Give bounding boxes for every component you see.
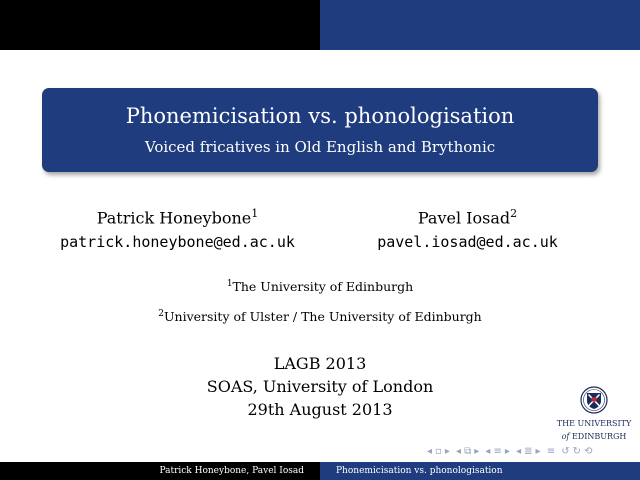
presentation-subtitle: Voiced fricatives in Old English and Brythonic — [144, 138, 496, 156]
author-name-text: Patrick Honeybone — [96, 208, 252, 228]
author-block-1 — [35, 203, 320, 252]
author-email: pavel.iosad@ed.ac.uk — [377, 233, 558, 252]
event-info — [0, 352, 640, 421]
event-venue: SOAS, University of London — [206, 377, 434, 396]
logo-of: of — [561, 432, 570, 441]
university-logo — [554, 386, 634, 442]
affiliation-1 — [0, 279, 640, 294]
title-block — [42, 88, 598, 172]
author-mark: 1 — [251, 207, 259, 220]
event-date: 29th August 2013 — [247, 400, 393, 419]
logo-name: EDINBURGH — [571, 432, 627, 441]
nav-section-right-icon[interactable]: ▸ — [504, 446, 510, 457]
header-bar — [0, 0, 640, 50]
nav-subsection-left-icon[interactable]: ◂ — [456, 446, 462, 457]
crest-icon — [580, 386, 608, 416]
logo-line-2 — [554, 432, 634, 442]
affiliation-mark: 1 — [226, 279, 233, 289]
header-right-panel — [320, 0, 640, 50]
nav-subsection-icon[interactable]: ⧉ — [464, 446, 472, 457]
nav-subsection-right-icon[interactable]: ▸ — [474, 446, 480, 457]
affiliation-text: University of Ulster / The University of Edinburgh — [163, 309, 482, 325]
nav-frame-right-icon[interactable]: ▸ — [444, 446, 450, 457]
nav-doc-left-icon[interactable]: ◂ — [516, 446, 522, 457]
nav-section-left-icon[interactable]: ◂ — [485, 446, 491, 457]
affiliation-mark: 2 — [158, 309, 164, 319]
logo-line-1: THE UNIVERSITY — [556, 419, 632, 428]
header-left-panel — [0, 0, 320, 50]
footer-title: Phonemicisation vs. phonologisation — [336, 466, 503, 476]
nav-doc-right-icon[interactable]: ▸ — [535, 446, 541, 457]
author-email: patrick.honeybone@ed.ac.uk — [60, 233, 295, 252]
author-name — [35, 203, 320, 229]
event-name: LAGB 2013 — [273, 354, 367, 373]
nav-zoom-icon[interactable]: ↻ — [572, 446, 582, 457]
author-name-text: Pavel Iosad — [417, 208, 511, 228]
author-mark: 2 — [510, 207, 518, 220]
nav-frame-icon[interactable]: ▫ — [435, 446, 442, 457]
author-name — [360, 203, 575, 229]
nav-find-icon[interactable]: ↺ — [561, 446, 570, 457]
nav-frame-left-icon[interactable]: ◂ — [427, 446, 433, 457]
presentation-title: Phonemicisation vs. phonologisation — [125, 104, 515, 128]
affiliation-2 — [0, 309, 640, 324]
nav-doc-icon[interactable]: ≣ — [524, 446, 533, 457]
footer-author: Patrick Honeybone, Pavel Iosad — [159, 466, 304, 476]
nav-appendix-icon[interactable]: ≡ — [546, 446, 556, 457]
author-block-2 — [360, 203, 575, 252]
affiliation-text: The University of Edinburgh — [232, 279, 414, 295]
beamer-navigation — [427, 446, 595, 460]
nav-section-icon[interactable]: ≡ — [493, 446, 502, 457]
nav-back-icon[interactable]: ⟲ — [584, 446, 593, 457]
